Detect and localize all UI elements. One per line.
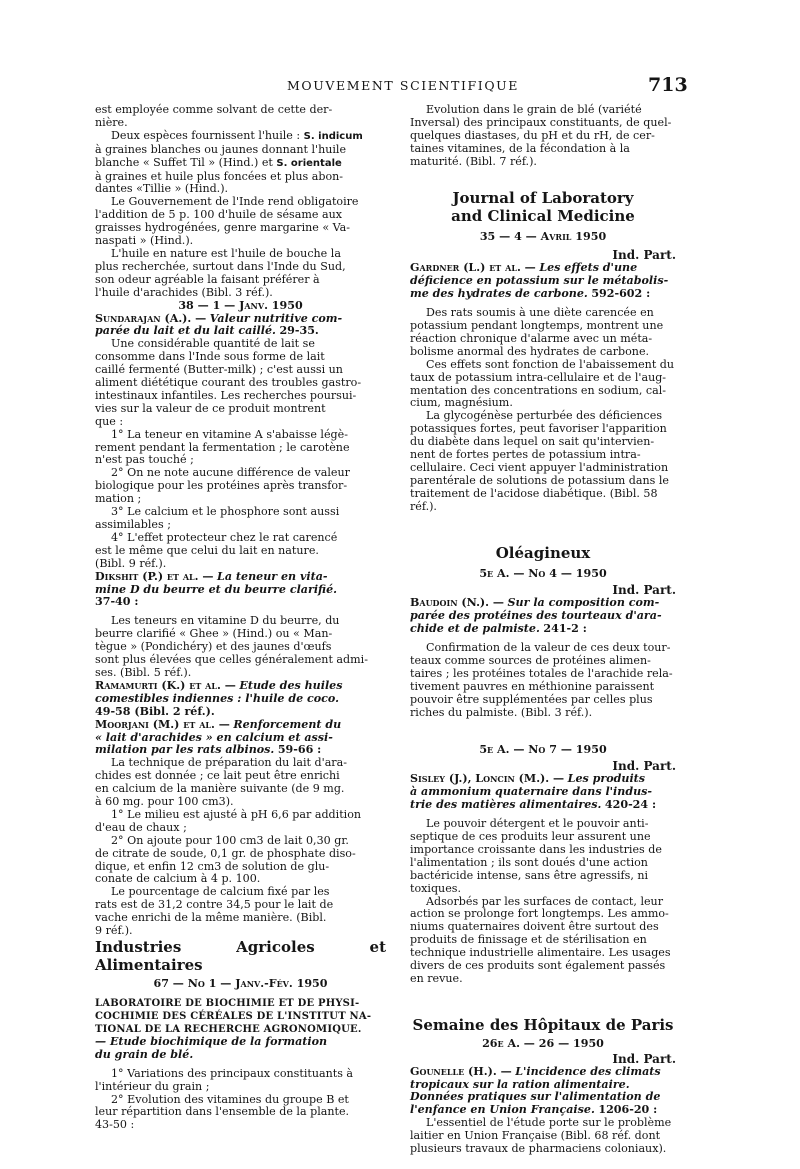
part-label: Ind. Part.: [612, 583, 676, 598]
text-line: nent de fortes pertes de potassium intra-: [410, 448, 641, 462]
issue-heading: 35 — 4 — Avril 1950: [479, 229, 607, 243]
text-line: taux de potassium intra-cellulaire et de l'aug-: [410, 370, 667, 384]
article-title: Valeur nutritive com-: [209, 311, 343, 325]
abstract-entry: [95, 313, 386, 571]
author-name: Sisley (J.), Loncin (M.). —: [410, 772, 565, 786]
page-range: 1206-20 :: [598, 1103, 658, 1117]
text-line: toxiques.: [410, 881, 461, 895]
text-line: réaction chronique d'alarme avec un méta-: [410, 331, 653, 345]
entry-heading: [410, 799, 676, 812]
text-line: traitement de l'acidose diabétique. (Bibl. 58: [410, 486, 658, 500]
article-title: tropicaux sur la ration alimentaire.: [410, 1077, 630, 1091]
text-line: consomme dans l'Inde sous forme de lait: [95, 350, 325, 364]
author-name: Moorjani (M.) et al. —: [95, 717, 230, 731]
text-line: [95, 157, 386, 171]
part-label: Ind. Part.: [612, 759, 676, 774]
left-column: [95, 104, 386, 1132]
text-line: aliment diététique courant des troubles gastro-: [95, 376, 362, 390]
text-line: intestinaux infantiles. Les recherches poursui-: [95, 388, 357, 402]
entry-heading: [95, 571, 386, 584]
text-line: à graines blanches ou jaunes donnant l'huile: [95, 142, 347, 156]
text-line: Ces effets sont fonction de l'abaissement du: [426, 357, 675, 371]
page-number: 713: [648, 74, 688, 96]
text-line: Confirmation de la valeur de ces deux tour-: [426, 641, 671, 655]
article-title: L'incidence des climats: [515, 1064, 661, 1078]
running-title: MOUVEMENT SCIENTIFIQUE: [287, 78, 520, 93]
species-name: S. indicum: [303, 130, 363, 142]
text-line: est employée comme solvant de cette der-: [95, 103, 333, 116]
text-line: 1° La teneur en vitamine A s'abaisse légè-: [111, 427, 348, 441]
author-name: LABORATOIRE DE BIOCHIMIE ET DE PHYSI-: [95, 997, 360, 1009]
article-title: l'enfance en Union Française.: [410, 1103, 595, 1117]
text-line: Le Gouvernement de l'Inde rend obligatoire: [111, 195, 359, 209]
text-line: vies sur la valeur de ce produit montrent: [95, 401, 326, 415]
text-line: en revue.: [410, 971, 463, 985]
text-line: naspati » (Hind.).: [95, 234, 194, 248]
text-line: réf.).: [410, 499, 437, 513]
text-line: assimilables ;: [95, 518, 171, 531]
text-line: divers de ces produits sont également passés: [410, 959, 666, 973]
article-title: Données pratiques sur l'alimentation de: [410, 1090, 661, 1104]
text-line: en calcium de la manière suivante (de 9 mg.: [95, 782, 345, 796]
author-name: Gardner (L.) et al. —: [410, 261, 536, 275]
text-line: action se prolonge fort longtemps. Les ammo-: [410, 907, 669, 921]
article-title: mine D du beurre et du beurre clarifié.: [95, 582, 338, 596]
text-span: blanche « Suffet Til » (Hind.) et: [95, 155, 277, 169]
text-line: dique, et enfin 12 cm3 de solution de glu-: [95, 859, 330, 873]
author-name: COCHIMIE DES CÉRÉALES DE L'INSTITUT NA-: [95, 1010, 372, 1022]
text-line: vache enrichi de la même manière. (Bibl.: [95, 911, 327, 925]
section-title: Industries Agricoles et Alimentaires: [95, 938, 386, 974]
page-range: 592-602 :: [591, 287, 651, 301]
text-line: cellulaire. Ceci vient appuyer l'administration: [410, 460, 669, 474]
journal-title: Oléagineux: [495, 543, 591, 562]
issue-heading: 26e A. — 26 — 1950: [482, 1036, 604, 1050]
entry-heading: [410, 1066, 676, 1079]
text-line: riches du palmiste. (Bibl. 3 réf.).: [410, 705, 593, 719]
text-line: l'alimentation ; ils sont doués d'une action: [410, 855, 648, 869]
text-line: Le pouvoir détergent et le pouvoir anti-: [426, 817, 649, 831]
text-line: rement pendant la fermentation ; le carotène: [95, 440, 350, 454]
text-line: Des rats soumis à une diète carencée en: [426, 306, 654, 320]
text-line: est le même que celui du lait en nature.: [95, 543, 319, 557]
text-line: de citrate de soude, 0,1 gr. de phosphate diso-: [95, 846, 356, 860]
text-line: d'eau de chaux ;: [95, 820, 187, 834]
author-name: TIONAL DE LA RECHERCHE AGRONOMIQUE.: [95, 1023, 362, 1035]
text-line: 43-50 :: [95, 1118, 135, 1132]
text-line: niums quaternaires doivent être surtout des: [410, 920, 659, 934]
text-line: maturité. (Bibl. 7 réf.).: [410, 154, 537, 168]
article-title: me des hydrates de carbone.: [410, 287, 588, 301]
text-line: du diabète dans lequel on sait qu'intervien-: [410, 435, 655, 449]
text-line: 1° Variations des principaux constituants à: [111, 1066, 354, 1080]
issue-heading: 5e A. — No 4 — 1950: [479, 566, 607, 580]
article-title: du grain de blé.: [95, 1047, 194, 1061]
abstract-entry: [95, 680, 386, 719]
article-title: à ammonium quaternaire dans l'indus-: [410, 785, 653, 799]
text-line: 2° On ajoute pour 100 cm3 de lait 0,30 gr.: [111, 833, 349, 847]
text-line: teaux comme sources de protéines alimen-: [410, 654, 651, 667]
text-line: La glycogénèse perturbée des déficiences: [426, 409, 663, 423]
article-title: déficience en potassium sur le métabolis-: [410, 274, 669, 288]
text-line: septique de ces produits leur assurent une: [410, 829, 651, 843]
text-line: biologique pour les protéines après transfor-: [95, 479, 348, 493]
author-name: Baudoin (N.). —: [410, 596, 504, 610]
text-line: taines vitamines, de la fécondation à la: [410, 141, 630, 155]
text-line: l'intérieur du grain ;: [95, 1079, 210, 1093]
text-line: 1° Le milieu est ajusté à pH 6,6 par addition: [111, 807, 362, 821]
text-line: 4° L'effet protecteur chez le rat carencé: [111, 530, 338, 544]
text-line: parentérale de solutions de potassium dans le: [410, 473, 669, 487]
author-name: Sundarajan (A.). —: [95, 311, 207, 325]
text-line: dantes «Tillie » (Hind.).: [95, 182, 229, 196]
text-line: beurre clarifié « Ghee » (Hind.) ou « Man-: [95, 627, 333, 641]
article-title: parée du lait et du lait caillé.: [95, 324, 276, 338]
text-line: bactéricide intense, sans être agressifs, ni: [410, 868, 649, 882]
text-line: potassiques fortes, peut favoriser l'apparition: [410, 422, 667, 436]
journal-title: Semaine des Hôpitaux de Paris: [412, 1015, 674, 1034]
text-line: L'essentiel de l'étude porte sur le problème: [426, 1116, 672, 1130]
journal-title: Journal of Laboratory: [452, 188, 634, 207]
issue-heading: 5e A. — No 7 — 1950: [479, 742, 607, 756]
text-line: Le pourcentage de calcium fixé par les: [111, 885, 330, 899]
article-title: Etude des huiles: [239, 678, 343, 692]
article-title: Sur la composition com-: [507, 596, 660, 610]
page-range: 49-58 (Bibl. 2 réf.).: [95, 704, 215, 718]
article-title: comestibles indiennes : l'huile de coco.: [95, 691, 339, 705]
journal-block: [410, 744, 676, 986]
page-range: 59-66 :: [277, 743, 322, 757]
text-line: plus recherchée, surtout dans l'Inde du Sud,: [95, 259, 346, 273]
page-range: 241-2 :: [543, 622, 587, 636]
text-line: Adsorbés par les surfaces de contact, leur: [426, 894, 663, 908]
text-line: Une considérable quantité de lait se: [111, 337, 315, 351]
text-line: son odeur agréable la faisant préférer à: [95, 272, 320, 286]
text-line: quelques diastases, du pH et du rH, de cer-: [410, 128, 655, 142]
journal-block: [410, 189, 676, 514]
text-line: chides est donnée ; ce lait peut être enrichi: [95, 769, 340, 783]
text-line: technique industrielle alimentaire. Les usages: [410, 946, 671, 960]
running-header: [0, 76, 800, 98]
text-line: leur répartition dans l'ensemble de la plante.: [95, 1105, 350, 1119]
text-line: 3° Le calcium et le phosphore sont aussi: [111, 505, 340, 519]
part-label: Ind. Part.: [612, 248, 676, 263]
article-title: milation par les rats albinos.: [95, 743, 275, 757]
text-line: que :: [95, 414, 124, 428]
text-line: l'huile d'arachides (Bibl. 3 réf.).: [95, 285, 273, 299]
text-line: sont plus élevées que celles généralement admi-: [95, 653, 368, 667]
text-line: tègue » (Pondichéry) et des jaunes d'œufs: [95, 640, 332, 654]
text-line: bolisme anormal des hydrates de carbone.: [410, 344, 650, 358]
text-line: nière.: [95, 115, 128, 129]
article-title: trie des matières alimentaires.: [410, 798, 602, 812]
entry-heading: [95, 719, 386, 732]
entry-heading: [410, 288, 676, 301]
text-line: Les teneurs en vitamine D du beurre, du: [111, 614, 340, 628]
article-title: Renforcement du: [233, 717, 342, 731]
issue-heading: 38 — 1 — Janv. 1950: [178, 298, 303, 312]
page-range: 420-24 :: [604, 798, 657, 812]
entry-heading: [95, 680, 386, 693]
text-line: Evolution dans le grain de blé (variété: [426, 103, 642, 116]
text-line: ses. (Bibl. 5 réf.).: [95, 665, 192, 679]
text-line: 2° On ne note aucune différence de valeur: [111, 466, 350, 480]
entry-heading: [410, 623, 676, 636]
text-line: cium, magnésium.: [410, 396, 513, 410]
text-line: potassium pendant longtemps, montrent une: [410, 318, 664, 332]
part-label: Ind. Part.: [612, 1051, 676, 1066]
abstract-entry: [95, 719, 386, 938]
text-line: à graines et huile plus foncées et plus abon-: [95, 169, 344, 183]
continued-paragraph: [410, 104, 676, 169]
text-line: pouvoir être supplémentées par celles plus: [410, 692, 653, 706]
right-column: [410, 104, 676, 1156]
text-line: L'huile en nature est l'huile de bouche la: [111, 246, 341, 260]
article-title: — Etude biochimique de la formation: [95, 1034, 328, 1048]
text-line: La technique de préparation du lait d'ara-: [111, 756, 347, 770]
article-title: parée des protéines des tourteaux d'ara-: [410, 609, 662, 623]
text-line: laitier en Union Française (Bibl. 68 réf. dont: [410, 1129, 661, 1143]
article-title: Les produits: [567, 772, 646, 786]
text-line: importance croissante dans les industries de: [410, 842, 662, 856]
page-range: 29-35.: [279, 324, 319, 338]
text-line: l'addition de 5 p. 100 d'huile de sésame aux: [95, 208, 342, 222]
text-line: conate de calcium à 4 p. 100.: [95, 872, 261, 886]
sesame-paragraph: [95, 104, 386, 300]
text-line: taires ; les protéines totales de l'arachide rela-: [410, 666, 673, 680]
text-line: graisses hydrogénées, genre margarine « Va-: [95, 221, 351, 235]
abstract-entry: [95, 571, 386, 680]
text-line: 2° Evolution des vitamines du groupe B et: [111, 1092, 349, 1106]
journal-block: [410, 544, 676, 720]
article-title: La teneur en vita-: [217, 569, 328, 583]
author-name: Ramamurti (K.) et al. —: [95, 678, 236, 692]
text-line: Inversal) des principaux constituants, de quel-: [410, 115, 672, 129]
article-title: « lait d'arachides » en calcium et assi-: [95, 730, 333, 744]
text-line: (Bibl. 9 réf.).: [95, 556, 167, 570]
journal-title: and Clinical Medicine: [451, 206, 635, 225]
text-line: mentation des concentrations en sodium, cal-: [410, 383, 667, 397]
article-title: chide et de palmiste.: [410, 622, 540, 636]
text-line: plusieurs travaux de pharmaciens coloniaux).: [410, 1142, 667, 1156]
text-line: [95, 130, 386, 144]
author-name: Gounelle (H.). —: [410, 1064, 512, 1078]
text-line: tivement pauvres en méthionine paraissent: [410, 679, 655, 693]
text-line: mation ;: [95, 492, 142, 506]
text-line: produits de finissage et de stérilisation en: [410, 933, 647, 947]
text-line: rats est de 31,2 contre 34,5 pour le lait de: [95, 898, 334, 912]
journal-block: [410, 1016, 676, 1156]
text-span: Deux espèces fournissent l'huile :: [111, 128, 304, 142]
author-name: Dikshit (P.) et al. —: [95, 569, 214, 583]
text-line: n'est pas touché ;: [95, 453, 194, 467]
text-line: à 60 mg. pour 100 cm3).: [95, 795, 234, 809]
text-line: 9 réf.).: [95, 924, 133, 938]
abstract-entry: [95, 997, 386, 1132]
article-title: Les effets d'une: [539, 261, 638, 275]
text-line: caillé fermenté (Butter-milk) ; c'est aussi un: [95, 363, 343, 377]
species-name: S. orientale: [276, 157, 342, 169]
page-range: 37-40 :: [95, 595, 139, 609]
issue-heading: 67 — No 1 — Janv.-Fév. 1950: [153, 977, 328, 990]
